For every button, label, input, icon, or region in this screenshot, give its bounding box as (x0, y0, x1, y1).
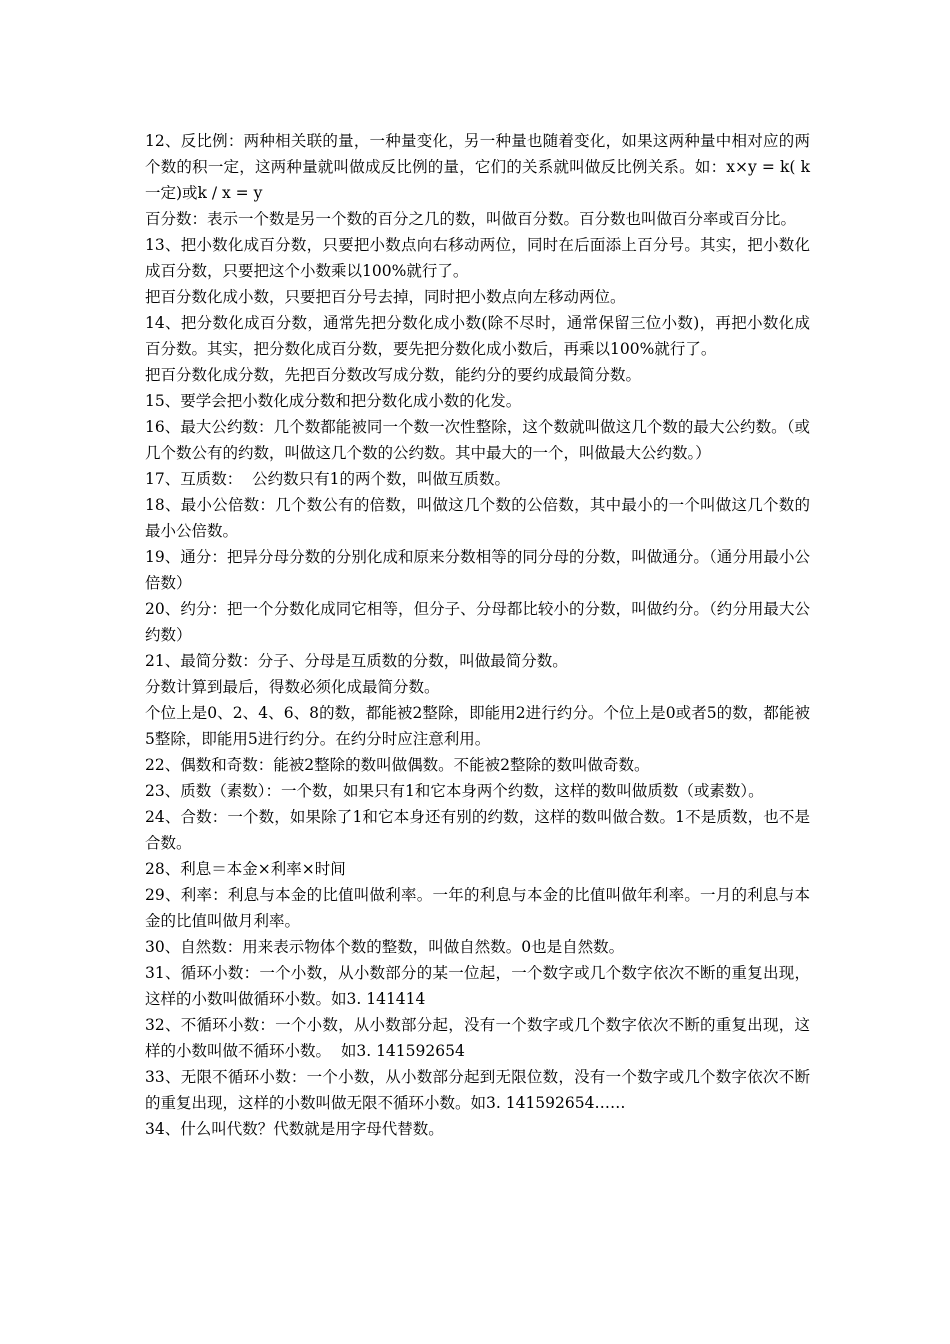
paragraph-interest-formula: 28、利息＝本金×利率×时间 (145, 860, 346, 878)
paragraph-greatest-common-divisor: 16、最大公约数：几个数都能被同一个数一次性整除，这个数就叫做这几个数的最大公约数。（或几个数公有的约数，叫做这几个数的公约数。其中最大的一个，叫做最大公约数。） (145, 418, 810, 462)
document-body (145, 128, 810, 1142)
paragraph-percentage-definition: 百分数：表示一个数是另一个数的百分之几的数，叫做百分数。百分数也叫做百分率或百分比。 (145, 210, 797, 228)
paragraph-simplify-result: 分数计算到最后，得数必须化成最简分数。 (145, 678, 440, 696)
paragraph-common-denominator: 19、通分：把异分母分数的分别化成和原来分数相等的同分母的分数，叫做通分。（通分用最小公倍数） (145, 548, 810, 592)
paragraph-inverse-proportion: 12、反比例：两种相关联的量，一种量变化，另一种量也随着变化，如果这两种量中相对应的两个数的积一定，这两种量就叫做成反比例的量，它们的关系就叫做反比例关系。如：x×y = k( k一定)或k / x = y (145, 132, 810, 202)
paragraph-coprime-numbers: 17、互质数： 公约数只有1的两个数，叫做互质数。 (145, 470, 510, 488)
paragraph-reduce-fraction: 20、约分：把一个分数化成同它相等，但分子、分母都比较小的分数，叫做约分。（约分用最大公约数） (145, 600, 810, 644)
paragraph-non-repeating-decimal: 32、不循环小数：一个小数，从小数部分起，没有一个数字或几个数字依次不断的重复出现，这样的小数叫做不循环小数。 如3. 141592654 (145, 1016, 810, 1060)
paragraph-percent-to-fraction: 把百分数化成分数，先把百分数改写成分数，能约分的要约成最简分数。 (145, 366, 642, 384)
paragraph-least-common-multiple: 18、最小公倍数：几个数公有的倍数，叫做这几个数的公倍数，其中最小的一个叫做这几个数的最小公倍数。 (145, 496, 810, 540)
paragraph-algebra: 34、什么叫代数？代数就是用字母代替数。 (145, 1120, 444, 1138)
paragraph-fraction-to-percent: 14、把分数化成百分数，通常先把分数化成小数(除不尽时，通常保留三位小数)，再把小数化成百分数。其实，把分数化成百分数，要先把分数化成小数后，再乘以100%就行了。 (145, 314, 810, 358)
paragraph-even-odd: 22、偶数和奇数：能被2整除的数叫做偶数。不能被2整除的数叫做奇数。 (145, 756, 650, 774)
paragraph-interest-rate: 29、利率：利息与本金的比值叫做利率。一年的利息与本金的比值叫做年利率。一月的利息与本金的比值叫做月利率。 (145, 886, 810, 930)
paragraph-divisibility-rules: 个位上是0、2、4、6、8的数，都能被2整除，即能用2进行约分。个位上是0或者5的数，都能被5整除，即能用5进行约分。在约分时应注意利用。 (145, 704, 810, 748)
paragraph-repeating-decimal: 31、循环小数：一个小数，从小数部分的某一位起，一个数字或几个数字依次不断的重复出现，这样的小数叫做循环小数。如3. 141414 (145, 964, 810, 1008)
paragraph-percent-to-decimal: 把百分数化成小数，只要把百分号去掉，同时把小数点向左移动两位。 (145, 288, 626, 306)
paragraph-natural-numbers: 30、自然数：用来表示物体个数的整数，叫做自然数。0也是自然数。 (145, 938, 625, 956)
paragraph-infinite-non-repeating-decimal: 33、无限不循环小数：一个小数，从小数部分起到无限位数，没有一个数字或几个数字依次不断的重复出现，这样的小数叫做无限不循环小数。如3. 141592654…… (145, 1068, 810, 1112)
paragraph-composite-numbers: 24、合数：一个数，如果除了1和它本身还有别的约数，这样的数叫做合数。1不是质数，也不是合数。 (145, 808, 810, 852)
paragraph-conversion-methods: 15、要学会把小数化成分数和把分数化成小数的化发。 (145, 392, 522, 410)
paragraph-prime-numbers: 23、质数（素数）：一个数，如果只有1和它本身两个约数，这样的数叫做质数（或素数）。 (145, 782, 764, 800)
paragraph-decimal-to-percent: 13、把小数化成百分数，只要把小数点向右移动两位，同时在后面添上百分号。其实，把小数化成百分数，只要把这个小数乘以100%就行了。 (145, 236, 810, 280)
paragraph-simplest-fraction: 21、最简分数：分子、分母是互质数的分数，叫做最简分数。 (145, 652, 568, 670)
